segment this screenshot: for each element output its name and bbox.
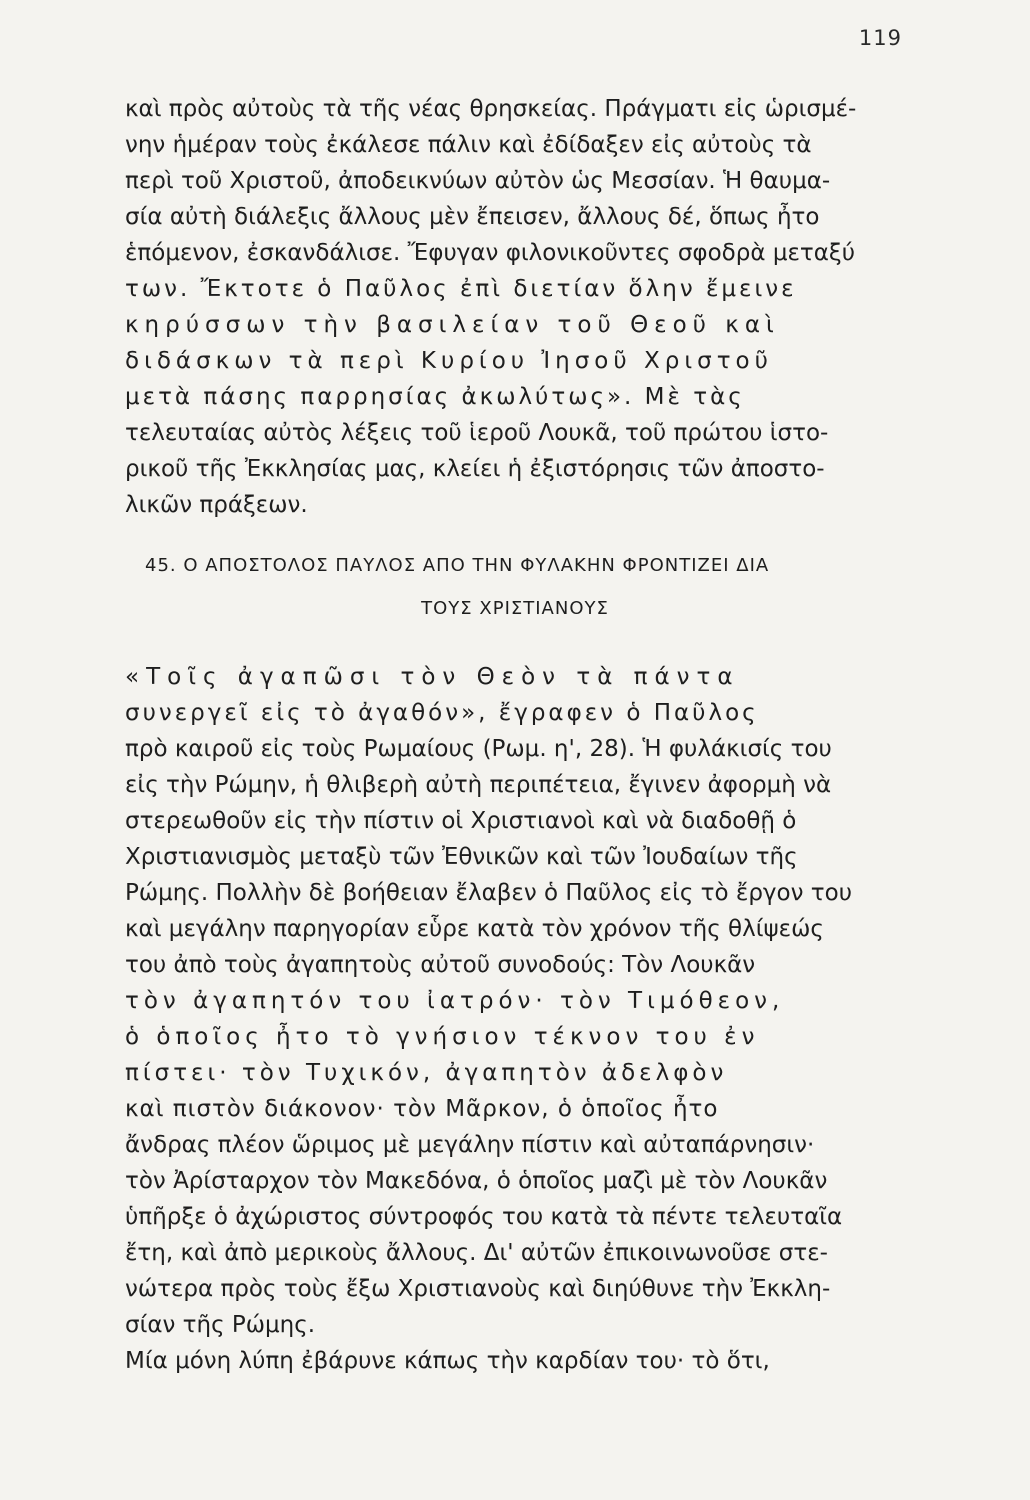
text-line: νώτερα πρὸς τοὺς ἔξω Χριστιανοὺς καὶ διηύθυνε τὴν Ἐκκλη- bbox=[125, 1276, 831, 1302]
text-line: του ἀπὸ τοὺς ἀγαπητοὺς αὐτοῦ συνοδούς: Τὸν Λουκᾶν bbox=[125, 952, 756, 978]
text-line: «Τοῖς ἀγαπῶσι τὸν Θεὸν τὰ πάντα bbox=[125, 664, 740, 690]
text-line: καὶ πρὸς αὐτοὺς τὰ τῆς νέας θρησκείας. Πράγματι εἰς ὡρισμέ- bbox=[125, 96, 857, 122]
text-line: τελευταίας αὐτὸς λέξεις τοῦ ἱεροῦ Λουκᾶ, τοῦ πρώτου ἱστο- bbox=[125, 420, 829, 446]
text-line: Χριστιανισμὸς μεταξὺ τῶν Ἐθνικῶν καὶ τῶν Ἰουδαίων τῆς bbox=[125, 844, 798, 870]
text-line: τὸν ἀγαπητόν του ἰατρόν· τὸν Τιμόθεον, bbox=[125, 988, 785, 1014]
text-line: κηρύσσων τὴν βασιλείαν τοῦ Θεοῦ καὶ bbox=[125, 312, 780, 338]
section-heading: 45. Ο ΑΠΟΣΤΟΛΟΣ ΠΑΥΛΟΣ ΑΠΟ ΤΗΝ ΦΥΛΑΚΗΝ ΦΡΟΝΤΙΖΕΙ ΔΙΑ bbox=[145, 555, 770, 576]
page-number: 119 bbox=[858, 26, 902, 50]
text-line: μετὰ πάσης παρρησίας ἀκωλύτως». Μὲ τὰς bbox=[125, 384, 745, 410]
text-line: ἔτη, καὶ ἀπὸ μερικοὺς ἄλλους. Δι' αὐτῶν ἐπικοινωνοῦσε στε- bbox=[125, 1240, 828, 1266]
text-line: ρικοῦ τῆς Ἐκκλησίας μας, κλείει ἡ ἐξιστόρησις τῶν ἀποστο- bbox=[125, 456, 825, 482]
text-line: στερεωθοῦν εἰς τὴν πίστιν οἱ Χριστιανοὶ καὶ νὰ διαδοθῇ ὁ bbox=[125, 808, 797, 834]
text-line: σία αὐτὴ διάλεξις ἄλλους μὲν ἔπεισεν, ἄλλους δέ, ὅπως ἦτο bbox=[125, 204, 820, 230]
text-line: περὶ τοῦ Χριστοῦ, ἀποδεικνύων αὐτὸν ὡς Μεσσίαν. Ἡ θαυμα- bbox=[125, 168, 831, 194]
text-line: λικῶν πράξεων. bbox=[125, 492, 308, 518]
text-line: ἑπόμενον, ἐσκανδάλισε. Ἔφυγαν φιλονικοῦντες σφοδρὰ μεταξύ bbox=[125, 240, 856, 266]
text-line: ὑπῆρξε ὁ ἀχώριστος σύντροφός του κατὰ τὰ πέντε τελευταῖα bbox=[125, 1204, 843, 1230]
text-line: διδάσκων τὰ περὶ Κυρίου Ἰησοῦ Χριστοῦ bbox=[125, 348, 773, 374]
text-line: Ρώμης. Πολλὴν δὲ βοήθειαν ἔλαβεν ὁ Παῦλος εἰς τὸ ἔργον του bbox=[125, 880, 853, 906]
text-line: πρὸ καιροῦ εἰς τοὺς Ρωμαίους (Ρωμ. η', 28). Ἡ φυλάκισίς του bbox=[125, 736, 832, 762]
text-line: τὸν Ἀρίσταρχον τὸν Μακεδόνα, ὁ ὁποῖος μαζὶ μὲ τὸν Λουκᾶν bbox=[125, 1168, 828, 1194]
text-line: εἰς τὴν Ρώμην, ἡ θλιβερὴ αὐτὴ περιπέτεια, ἔγινεν ἀφορμὴ νὰ bbox=[125, 772, 832, 798]
text-line: καὶ μεγάλην παρηγορίαν εὗρε κατὰ τὸν χρόνον τῆς θλίψεώς bbox=[125, 916, 824, 942]
text-line: ὁ ὁποῖος ἦτο τὸ γνήσιον τέκνον του ἐν bbox=[125, 1024, 760, 1050]
text-line: ἄνδρας πλέον ὥριμος μὲ μεγάλην πίστιν καὶ αὐταπάρνησιν· bbox=[125, 1132, 815, 1158]
text-line: των. Ἔκτοτε ὁ Παῦλος ἐπὶ διετίαν ὅλην ἔμεινε bbox=[125, 276, 797, 302]
text-line: καὶ πιστὸν διάκονον· τὸν Μᾶρκον, ὁ ὁποῖος ἦτο bbox=[125, 1096, 719, 1122]
text-line: νην ἡμέραν τοὺς ἐκάλεσε πάλιν καὶ ἐδίδαξεν εἰς αὐτοὺς τὰ bbox=[125, 132, 812, 158]
text-line: Μία μόνη λύπη ἐβάρυνε κάπως τὴν καρδίαν του· τὸ ὅτι, bbox=[125, 1348, 770, 1374]
text-line: πίστει· τὸν Τυχικόν, ἀγαπητὸν ἀδελφὸν bbox=[125, 1060, 728, 1086]
text-line: σίαν τῆς Ρώμης. bbox=[125, 1312, 316, 1338]
section-heading-continued: ΤΟΥΣ ΧΡΙΣΤΙΑΝΟΥΣ bbox=[421, 598, 609, 619]
text-line: συνεργεῖ εἰς τὸ ἀγαθόν», ἔγραφεν ὁ Παῦλος bbox=[125, 700, 759, 726]
